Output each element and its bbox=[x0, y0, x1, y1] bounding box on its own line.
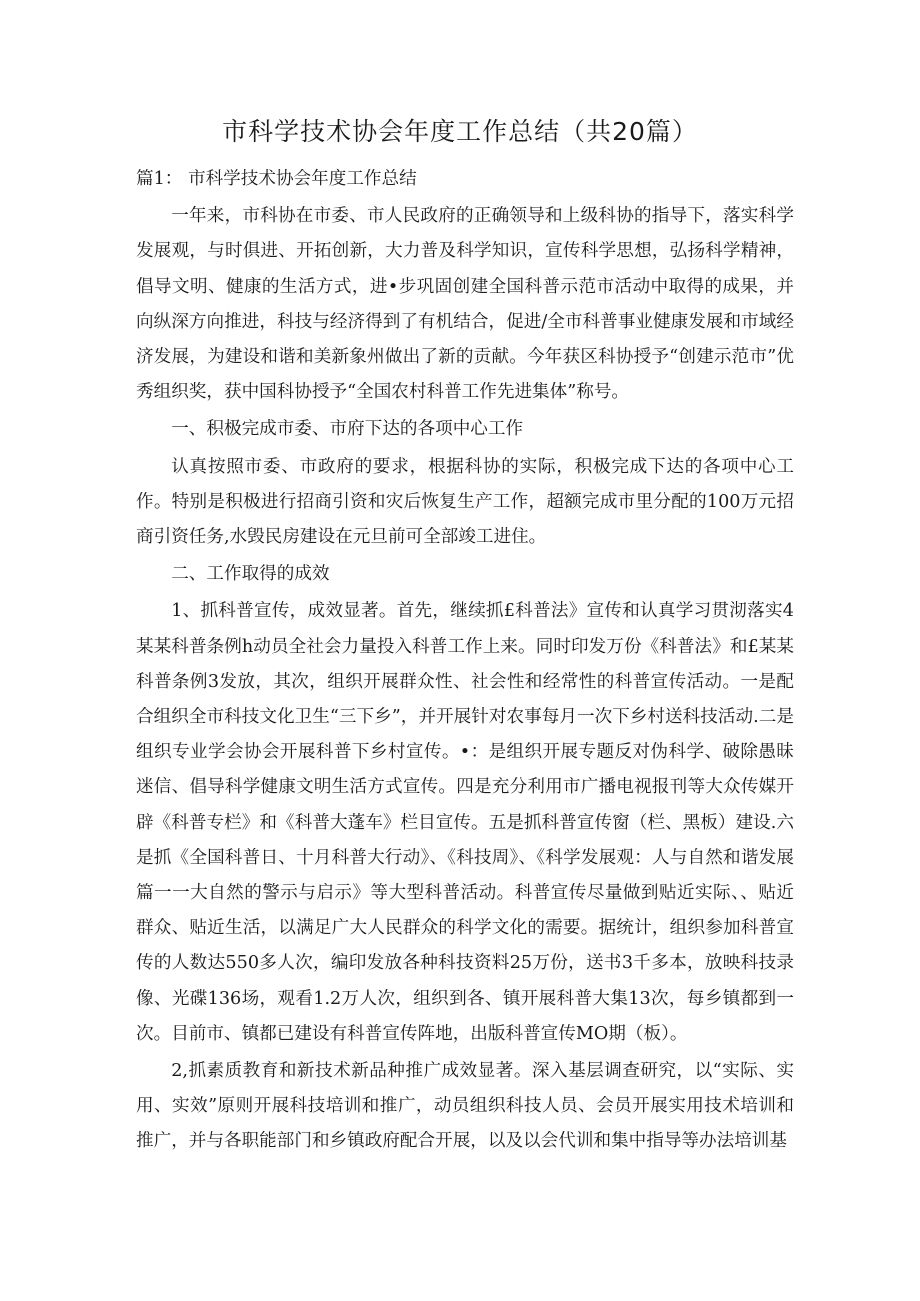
paragraph-quality-education: 2,抓素质教育和新技术新品种推广成效显著。深入基层调查研究，以“实际、实用、实效”原则开展科技培训和推广，动员组织科技人员、会员开展实用技术培训和推广，并与各职能部门和乡镇政府配合开展，以及以会代训和集中指导等办法培训基 bbox=[136, 1061, 794, 1152]
section-heading-1: 一、积极完成市委、市府下达的各项中心工作 bbox=[171, 419, 524, 440]
paragraph-central-work: 认真按照市委、市政府的要求，根据科协的实际，积极完成下达的各项中心工作。特别是积极进行招商引资和灾后恢复生产工作，超额完成市里分配的100万元招商引资任务,水毁民房建设在元旦前可全部竣工进住。 bbox=[136, 456, 794, 548]
paragraph-intro: 一年来，市科协在市委、市人民政府的正确领导和上级科协的指导下，落实科学发展观，与时俱进、开拓创新，大力普及科学知识，宣传科学思想，弘扬科学精神，倡导文明、健康的生活方式，进•步巩固创建全国科普示范市活动中取得的成果，并向纵深方向推进，科技与经济得到了有机结合，促进/全市科普事业健康发展和市域经济发展，为建设和谐和美新象州做出了新的贡献。今年获区科协授予“创建示范市”优秀组织奖，获中国科协授予“全国农村科普工作先进集体”称号。 bbox=[136, 206, 794, 403]
piece-label: 篇1： 市科学技术协会年度工作总结 bbox=[136, 169, 417, 189]
section-heading-2: 二、工作取得的成效 bbox=[171, 564, 330, 585]
document-body bbox=[136, 162, 794, 1162]
paragraph-science-promotion: 1、抓科普宣传，成效显著。首先，继续抓£科普法》宣传和认真学习贯沏落实4某某科普条例h动员全社会力量投入科普工作上来。同时印发万份《科普法》和£某某科普条例3发放，其次，组织开展群众性、社会性和经常性的科普宣传活动。一是配合组织全市科技文化卫生“三下乡”，并开展针对农事每月一次下乡村送科技活动.二是组织专业学会协会开展科普下乡村宣传。•：是组织开展专题反对伪科学、破除愚昧迷信、倡导科学健康文明生活方式宣传。四是充分利用市广播电视报刊等大众传媒开辟《科普专栏》和《科普大蓬车》栏目宣传。五是抓科普宣传窗（栏、黑板）建设.六是抓《全国科普日、十月科普大行动》、《科技周》、《科学发展观：人与自然和谐发展篇一一大自然的警示与启示》等大型科普活动。科普宣传尽量做到贴近实际、、贴近群众、贴近生活，以满足广大人民群众的科学文化的需要。据统计，组织参加科普宣传的人数达550多人次，编印发放各种科技资料25万份，送书3千多本，放映科技录像、光碟136场，观看1.2万人次，组织到各、镇开展科普大集13次，每乡镇都到一次。目前市、镇都已建设有科普宣传阵地，出版科普宣传MO期（板）。 bbox=[136, 601, 794, 1044]
document-title: 市科学技术协会年度工作总结（共20篇） bbox=[222, 117, 698, 146]
